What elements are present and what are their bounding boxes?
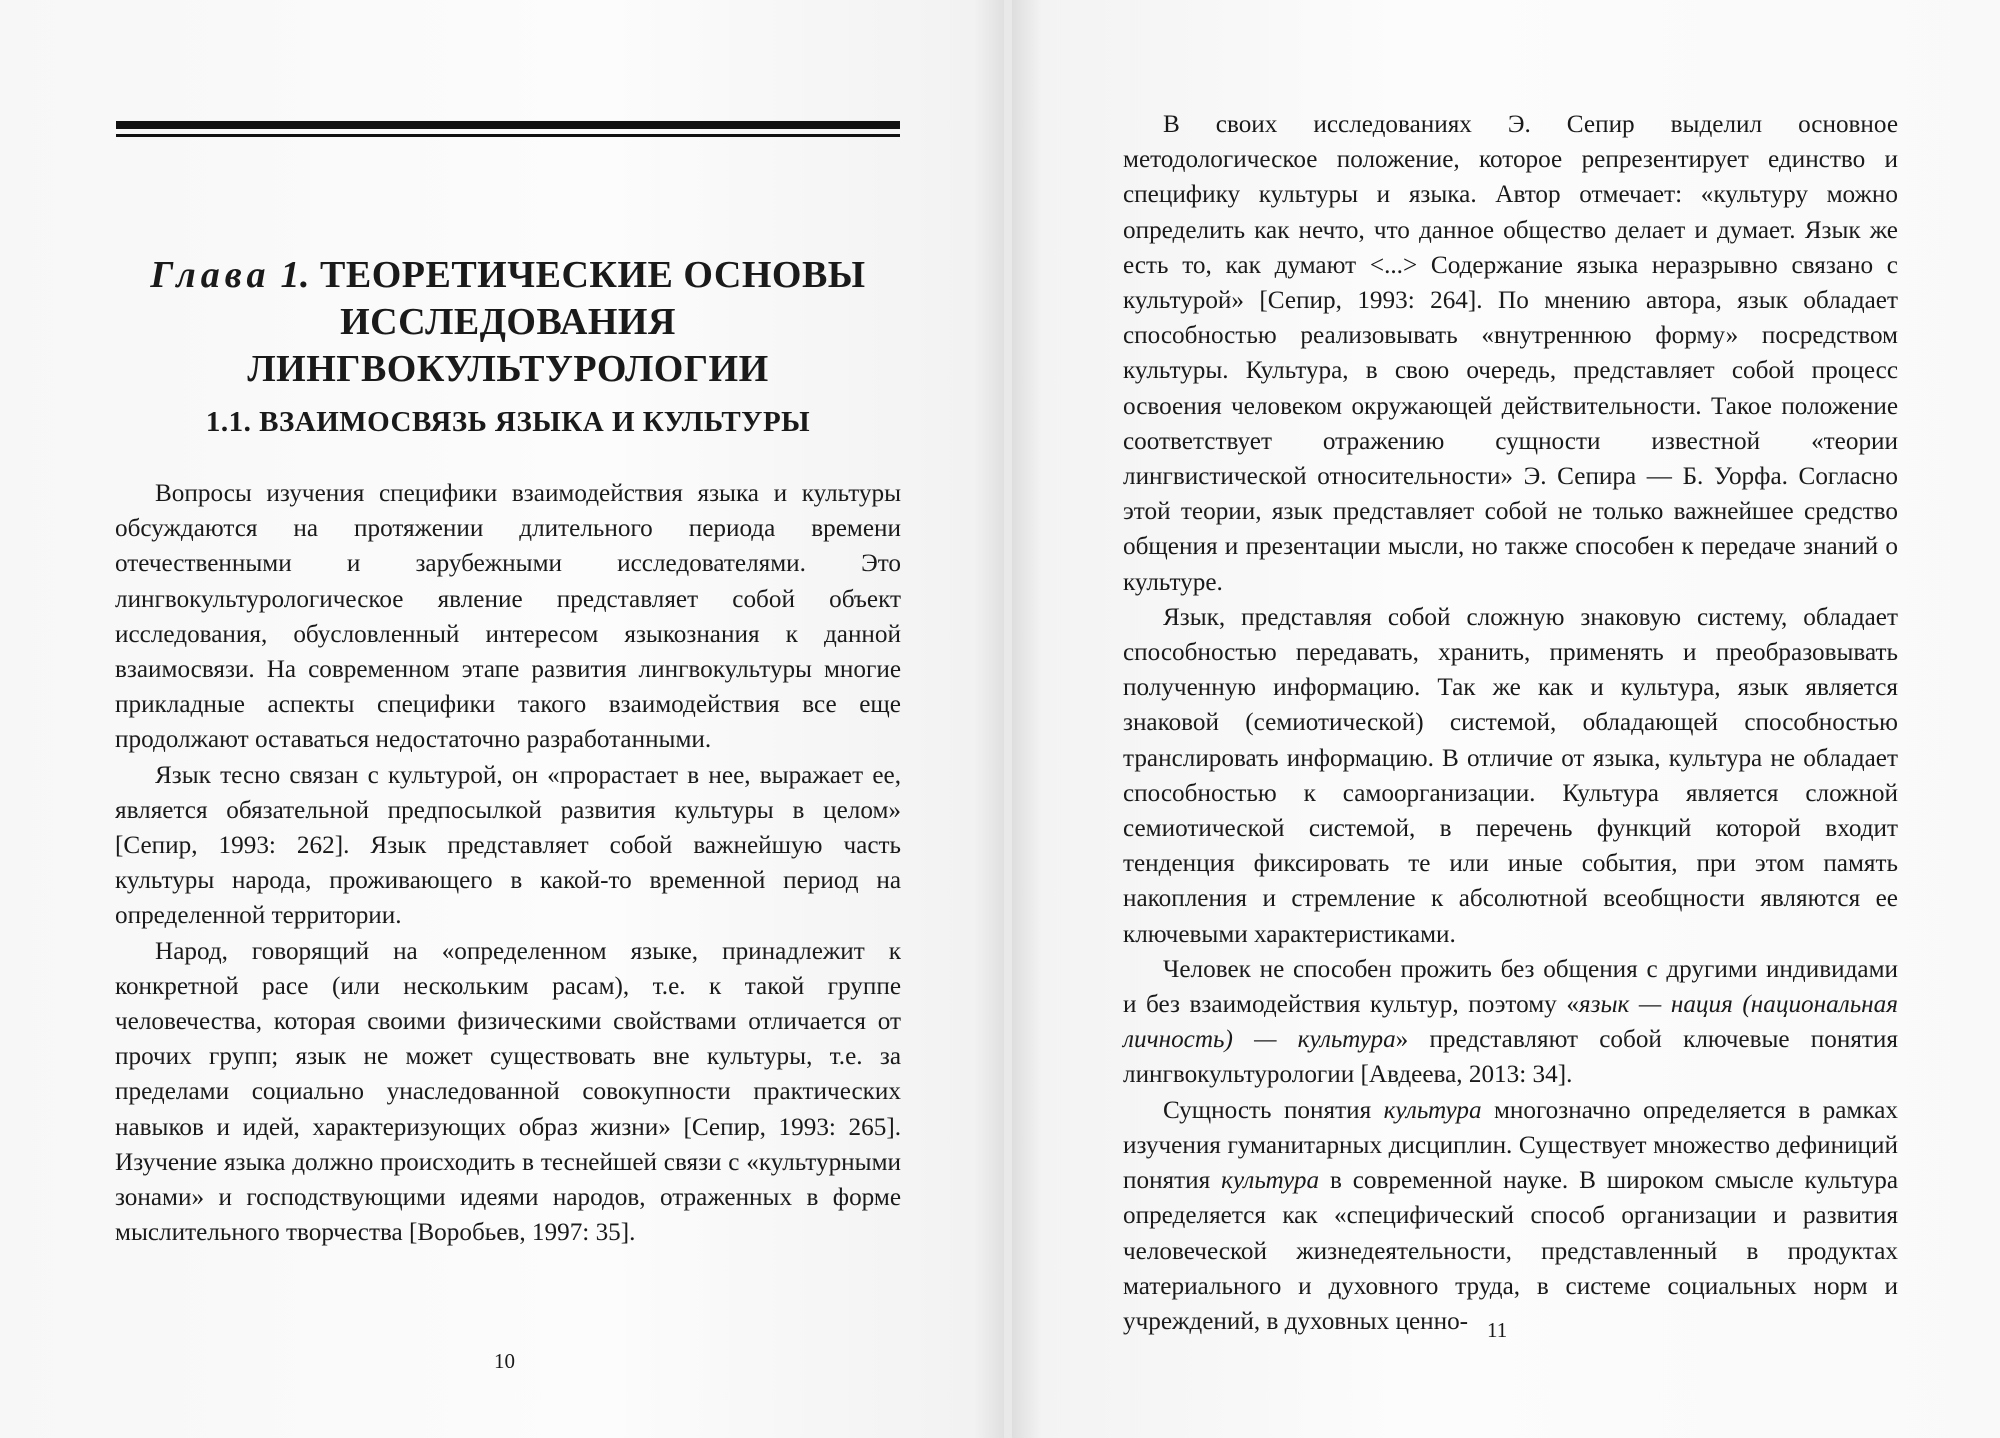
paragraph: Вопросы изучения специфики взаимодействия языка и культуры обсуждаются на протяжении длительного периода времени отечественными и зарубежными исследователями. Это лингвокультурологическое явление представляет собой объект исследования, обусловленный интересом языкознания к данной взаимосвязи. На современном этапе развития лингвокультуры многие прикладные аспекты специфики такого взаимодействия все еще продолжают оставаться недостаточно разработанными. bbox=[115, 480, 901, 754]
text-run: » представляют собой ключевые понятия лингвокультурологии [Авдеева, 2013: 34]. bbox=[1123, 1026, 1898, 1089]
chapter-rule-thick bbox=[116, 121, 900, 129]
text-run: в современной науке. В широком смысле культура определяется как «специфический способ организации и развития человеческой жизнедеятельности, представленный в продуктах материального и духовного труда, в системе социальных норм и учреждений, в духовных ценно- bbox=[1123, 1167, 1898, 1335]
chapter-rule-thin bbox=[116, 134, 900, 137]
text-run: Человек не способен прожить без общения с другими индивидами и без взаимодействия культур, поэтому « bbox=[1123, 955, 1898, 1019]
text-run: многозначно определяется в рамках изучения гуманитарных дисциплин. Существует множество дефиниций понятия bbox=[1123, 1096, 1898, 1195]
paragraph bbox=[1123, 952, 1898, 1093]
chapter-title-line2: ИССЛЕДОВАНИЯ ЛИНГВОКУЛЬТУРОЛОГИИ bbox=[247, 301, 769, 390]
italic-term: язык — нация (национальная личность) — культура bbox=[1123, 991, 1898, 1054]
left-body-text bbox=[115, 476, 901, 1250]
italic-term: культура bbox=[1221, 1167, 1320, 1195]
chapter-number: 1. bbox=[280, 254, 311, 296]
chapter-title bbox=[100, 252, 916, 393]
paragraph bbox=[1123, 1093, 1898, 1339]
paragraph: Язык, представляя собой сложную знаковую систему, обладает способностью передавать, хранить, применять и преобразовывать полученную информацию. Так же как и культура, язык является знаковой (семиотической) системой, обладающей способностью транслировать информацию. В отличие от языка, культура не обладает способностью к самоорганизации. Культура является сложной семиотической системой, в перечень функций которой входит тенденция фиксировать те или иные события, при этом память накопления и стремление к абсолютной всеобщности являются ее ключевыми характеристиками. bbox=[1123, 603, 1898, 948]
page-number: 11 bbox=[1487, 1318, 1508, 1342]
right-body-text bbox=[1123, 107, 1898, 1339]
italic-term: культура bbox=[1383, 1096, 1482, 1124]
text-run: Сущность понятия bbox=[1163, 1096, 1384, 1124]
chapter-title-line1: ТЕОРЕТИЧЕСКИЕ ОСНОВЫ bbox=[320, 254, 866, 296]
chapter-prefix: Глава bbox=[150, 254, 271, 296]
section-title: 1.1. ВЗАИМОСВЯЗЬ ЯЗЫКА И КУЛЬТУРЫ bbox=[205, 406, 811, 438]
right-page bbox=[1012, 0, 2000, 1438]
paragraph: Язык тесно связан с культурой, он «прорастает в нее, выражает ее, является обязательной предпосылкой развития культуры в целом» [Сепир, 1993: 262]. Язык представляет собой важнейшую часть культуры народа, проживающего в какой-то временной период на определенной территории. bbox=[115, 761, 901, 930]
page-number: 10 bbox=[494, 1349, 515, 1373]
paragraph: Народ, говорящий на «определенном языке, принадлежит к конкретной расе (или нескольким расам), т.е. к такой группе человечества, которая своими физическими свойствами отличается от прочих групп; язык не может существовать вне культуры, т.е. за пределами социально унаследованной совокупности практических навыков и идей, характеризующих образ жизни» [Сепир, 1993: 265]. Изучение языка должно происходить в теснейшей связи с «культурными зонами» и господствующими идеями народов, отраженных в форме мыслительного творчества [Воробьев, 1997: 35]. bbox=[115, 937, 901, 1247]
paragraph: В своих исследованиях Э. Сепир выделил основное методологическое положение, которое репрезентирует единство и специфику культуры и языка. Автор отмечает: «культуру можно определить как нечто, что данное общество делает и думает. Язык же есть то, как думают <...> Содержание языка неразрывно связано с культурой» [Сепир, 1993: 264]. По мнению автора, язык обладает способностью реализовывать «внутреннюю форму» посредством культуры. Культура, в свою очередь, представляет собой процесс освоения человеком окружающей действительности. Такое положение соответствует отражению сущности известной «теории лингвистической относительности» Э. Сепира — Б. Уорфа. Согласно этой теории, язык представляет собой не только важнейшее средство общения и презентации мысли, но также способен к передаче знаний о культуре. bbox=[1123, 111, 1898, 596]
